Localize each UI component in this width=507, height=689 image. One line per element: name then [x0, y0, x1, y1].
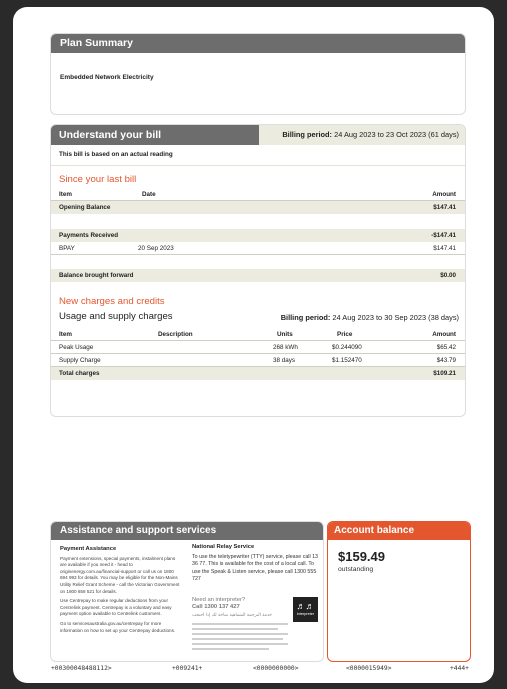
understand-bill-panel	[50, 124, 466, 417]
interpreter-arabic: خدمة الترجمة الشفاهية متاحة لك إذا احتجت	[192, 613, 272, 618]
relay-service-text: To use the teletypewriter (TTY) service, please call 13 36 77. This is available for the cost of a local call. To use the Speak & Listen service, please call 1300 555 727	[192, 554, 318, 582]
interpreter-languages-text	[192, 623, 288, 653]
plan-summary-title: Plan Summary	[51, 34, 465, 53]
new-charges-title: New charges and credits	[59, 296, 165, 307]
assistance-title: Assistance and support services	[51, 522, 323, 540]
payment-assistance-text: Payment extensions, special payments, instalment plans are available if you need it - head to originenergy.com.au/financial-support or call us on 1800 694 993 for details. You may be eligible for the Non-Mains Utility Relief Grant Scheme - call the Victorian Government on 1800 658 521 for details.	[60, 555, 180, 594]
payment-code-2: +009241+	[172, 665, 203, 672]
relay-service	[192, 544, 320, 583]
balance-label: outstanding	[338, 566, 374, 573]
account-balance-title: Account balance	[328, 522, 470, 540]
reading-note: This bill is based on an actual reading	[51, 145, 465, 166]
usage-supply-title: Usage and supply charges	[59, 311, 173, 322]
charges-header-row: Item Description Units Price Amount	[51, 328, 465, 341]
balance-amount: $159.49	[338, 549, 385, 564]
total-charges-row: Total charges $109.21	[51, 367, 465, 380]
plan-summary-panel	[50, 33, 466, 115]
billing-period: Billing period: 24 Aug 2023 to 23 Oct 2023 (61 days)	[259, 125, 465, 145]
payment-assistance-heading: Payment Assistance	[60, 546, 117, 552]
interpreter-question: Need an interpreter? Call 1300 137 427	[192, 597, 246, 610]
usage-supply-header	[51, 310, 465, 325]
charge-row: Peak Usage 268 kWh $0.244090 $65.42	[51, 341, 465, 354]
payment-assistance	[60, 546, 182, 637]
payment-row: BPAY 20 Sep 2023 $147.41	[51, 242, 465, 255]
usage-billing-period: Billing period: 24 Aug 2023 to 30 Sep 2023 (38 days)	[280, 313, 459, 322]
payments-received-row: Payments Received -$147.41	[51, 229, 465, 242]
centrepay-link-text: Go to servicesaustralia.gov.au/centrepay for more information on how to set up your Centrepay deductions.	[60, 620, 176, 633]
account-balance-panel	[327, 521, 471, 662]
assistance-panel	[50, 521, 324, 662]
interpreter-icon: ♬♬ interpreter	[293, 597, 318, 622]
since-last-bill-title: Since your last bill	[59, 174, 137, 185]
interpreter-box	[192, 595, 320, 659]
plan-name: Embedded Network Electricity	[60, 74, 154, 81]
relay-service-heading: National Relay Service	[192, 544, 255, 550]
payment-code-3: <0000000000>	[253, 665, 299, 672]
since-last-header-row: Item Date Amount	[51, 188, 465, 201]
opening-balance-row: Opening Balance $147.41	[51, 201, 465, 214]
payment-code-4: <0000015949>	[346, 665, 392, 672]
charge-row: Supply Charge 38 days $1.152470 $43.79	[51, 354, 465, 367]
payment-code-5: +444+	[450, 665, 469, 672]
understand-bill-title: Understand your bill	[51, 125, 259, 145]
payment-code-1: +00300048488112>	[51, 665, 112, 672]
centrepay-text: Use Centrepay to make regular deductions from your Centrelink payment. Centrepay is a voluntary and easy payment option available to Centrelink customers.	[60, 598, 172, 617]
balance-forward-row: Balance brought forward $0.00	[51, 269, 465, 282]
